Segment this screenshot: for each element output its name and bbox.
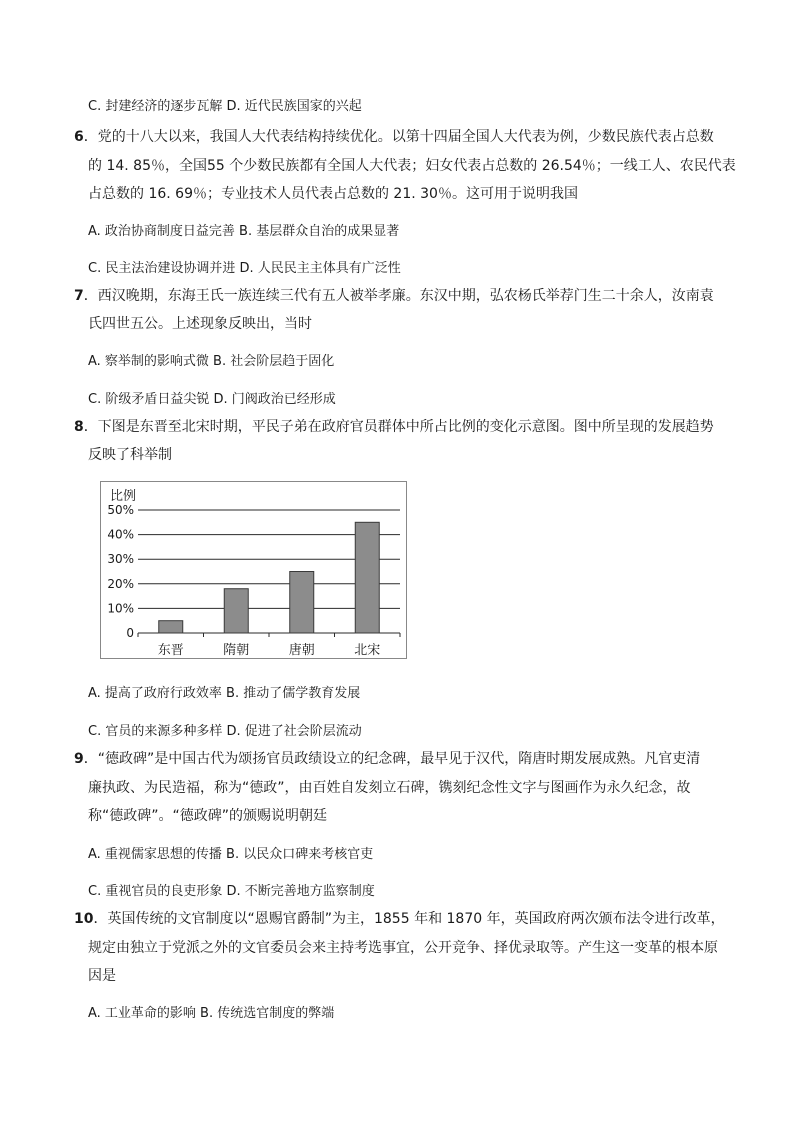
q7-options-ab: A. 察举制的影响式微 B. 社会阶层趋于固化 xyxy=(88,354,335,369)
y-tick-label: 40% xyxy=(107,527,134,542)
q7-options-cd: C. 阶级矛盾日益尖锐 D. 门阀政治已经形成 xyxy=(88,392,336,407)
y-tick-label: 30% xyxy=(107,552,134,567)
bar-chart xyxy=(100,481,407,659)
q6-text-1: ．党的十八大以来，我国人大代表结构持续优化。以第十四届全国人大代表为例，少数民族代表占总数 xyxy=(83,129,714,145)
q8-options-ab: A. 提高了政府行政效率 B. 推动了儒学教育发展 xyxy=(88,686,361,701)
q6-stem-line-1 xyxy=(74,126,714,146)
x-tick-label: 北宋 xyxy=(354,643,381,658)
q6-stem-line-2: 的 14. 85％，全国55 个少数民族都有全国人大代表；妇女代表占总数的 26.54％；一线工人、农民代表 xyxy=(88,158,736,174)
q10-number: 10 xyxy=(74,911,94,927)
q9-text-1: ．“德政碑”是中国古代为颂扬官员政绩设立的纪念碑，最早见于汉代，隋唐时期发展成熟。凡官吏清 xyxy=(83,751,701,767)
q8-stem-line-1 xyxy=(74,416,714,436)
q8-options-cd: C. 官员的来源多种多样 D. 促进了社会阶层流动 xyxy=(88,724,362,739)
q6-options-ab: A. 政治协商制度日益完善 B. 基层群众自治的成果显著 xyxy=(88,224,400,239)
q10-stem-line-1 xyxy=(74,908,725,928)
y-tick-label: 20% xyxy=(107,576,134,591)
y-tick-label: 10% xyxy=(107,601,134,616)
q9-stem-line-1 xyxy=(74,748,700,768)
bar-唐朝 xyxy=(290,572,314,634)
q8-number: 8 xyxy=(74,419,84,435)
bar-隋朝 xyxy=(224,589,248,633)
q6-number: 6 xyxy=(74,129,84,145)
q8-stem-line-2: 反映了科举制 xyxy=(88,447,172,463)
x-tick-label: 隋朝 xyxy=(223,643,250,658)
x-tick-label: 唐朝 xyxy=(288,643,315,658)
q10-options-ab: A. 工业革命的影响 B. 传统选官制度的弊端 xyxy=(88,1006,335,1021)
q8-text-1: ．下图是东晋至北宋时期，平民子弟在政府官员群体中所占比例的变化示意图。图中所呈现的发展趋势 xyxy=(83,419,714,435)
q7-number: 7 xyxy=(74,288,84,304)
q9-number: 9 xyxy=(74,751,84,767)
bar-东晋 xyxy=(159,621,183,633)
q6-options-cd: C. 民主法治建设协调并进 D. 人民民主主体具有广泛性 xyxy=(88,261,401,276)
q10-text-1: ．英国传统的文官制度以“恩赐官爵制”为主，1855 年和 1870 年，英国政府两次颁布法令进行改革， xyxy=(93,911,725,927)
y-tick-label: 0 xyxy=(126,626,134,640)
y-tick-label: 50% xyxy=(107,503,134,517)
q7-text-1: ．西汉晚期，东海王氏一族连续三代有五人被举孝廉。东汉中期，弘农杨氏举荐门生二十余人，汝南袁 xyxy=(83,288,714,304)
q9-options-ab: A. 重视儒家思想的传播 B. 以民众口碑来考核官吏 xyxy=(88,847,374,862)
q5-options-cd: C. 封建经济的逐步瓦解 D. 近代民族国家的兴起 xyxy=(88,99,362,114)
chart-ylabel: 比例 xyxy=(110,489,137,504)
bar-北宋 xyxy=(355,522,379,633)
q6-stem-line-3: 占总数的 16. 69％；专业技术人员代表占总数的 21. 30％。这可用于说明我国 xyxy=(88,186,578,202)
x-tick-label: 东晋 xyxy=(157,643,184,658)
q10-stem-line-2: 规定由独立于党派之外的文官委员会来主持考选事宜，公开竞争、择优录取等。产生这一变革的根本原 xyxy=(88,940,718,956)
q9-stem-line-2: 廉执政、为民造福，称为“德政”，由百姓自发刻立石碑，镌刻纪念性文字与图画作为永久纪念，故 xyxy=(88,780,691,796)
q9-stem-line-3: 称“德政碑”。“德政碑”的颁赐说明朝廷 xyxy=(88,808,328,824)
q7-stem-line-1 xyxy=(74,285,714,305)
q10-stem-line-3: 因是 xyxy=(88,968,116,984)
q9-options-cd: C. 重视官员的良吏形象 D. 不断完善地方监察制度 xyxy=(88,884,375,899)
q7-stem-line-2: 氏四世五公。上述现象反映出，当时 xyxy=(88,316,312,332)
